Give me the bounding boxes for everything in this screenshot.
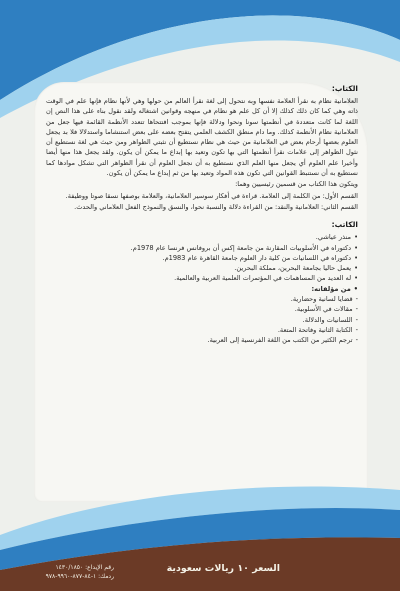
deposit-number: رقم الإيداع: ١٤٣٠/١٨٥٠	[55, 564, 114, 571]
work-item: -قضايا لسانية وحضارية.	[290, 295, 358, 304]
author-bullet: •له العديد من المساهمات في المؤتمرات العلمية العربية والعالمية.	[174, 274, 358, 283]
isbn-block	[10, 563, 114, 581]
author-bullet: •دكتوراه في الأسلوبيات المقارنة من جامعة إكس أن بروفانس فرنسا عام 1978م.	[130, 243, 358, 252]
work-item: -الكتابة الثانية وفاتحة المتعة.	[277, 325, 358, 334]
text-content	[46, 84, 358, 346]
author-section	[46, 220, 358, 345]
book-paragraph: ويتكون هذا الكتاب من قسمين رئيسيين وهما:	[235, 180, 358, 189]
author-bullet: •يعمل حاليا بجامعة البحرين، مملكة البحرين.	[234, 264, 358, 273]
author-bullet: •دكتوراه في اللسانيات من كلية دار العلوم جامعة القاهرة عام 1983م.	[162, 253, 358, 262]
isbn-number: ردمك: ١-٨٤-٨٧٧-٩٩٦٠-٩٧٨	[45, 573, 114, 580]
author-heading: الكاتب:	[331, 220, 358, 230]
works-heading: •من مؤلفاته:	[311, 284, 358, 293]
author-bullet: •منذر عياشي.	[315, 233, 358, 242]
work-item: -اللسانيات والدلالة.	[302, 315, 358, 324]
work-item: -مقالات في الأسلوبية.	[294, 305, 358, 314]
book-heading: الكتاب:	[331, 84, 358, 93]
work-item: -ترجم الكثير من الكتب من اللغة الفرنسية إلى العربية.	[207, 336, 358, 345]
price-label: السعر ١٠ ريالات سعودية	[166, 563, 280, 574]
book-paragraph: العلامانية نظام به نقرأ العلامة نفسها وبه نتحول إلى لغة نقرأ العالم من حولها وهي لأنها نظام فإنها علم في الوقت ذاته وهي كما كان ذلك كذلك إلا أن كل علم هو نظام في منهجه وقوانين اشتغاله ولقد نقول بناء على هذا النص إن اللغة لما كانت متعددة في أنظمتها سونا ونحوا ودلالة فإنها بموجب افتتحاها تتعدد الأنظمة القائمة فيها جعل من العلامانية نظام الأنظمة كذلك. وما دام منطق الكشف العلمي يتفتح بعضه على بعض استنشاما واستدلالا فلا بد يجعل العلوم بعضها أرحام بعض في العلامانية من حيث هي نظام نستطيع أن نثبتي الظواهر ومن حيث هي لغة نستطيع أن نثول الظواهر إلى علامات نقرأ أنظمتها التي بها تكون وتعيد بها إبداع ما يمكن أن يكون. ولقد يجعل هذا منها أيضا وأخيرا علم العلوم أي يجعل منها العلم الذي نستطيع به أن نجعل العلوم أن نقرأ الظواهر التي تشكل موادها كما نستطيع به أن نستنبط القوانين التي تكون هذه المواد وتعيد بها من ثم إبداع ما يمكن أن يكون.	[46, 97, 358, 178]
book-paragraph: القسم الأول: من الكلمة إلى العلامة. قراءة في أفكار سوسير العلامانية، والعلامة بوصفها نسقا صوتا ووظيفة.	[65, 191, 358, 200]
book-paragraph: القسم الثاني: العلامانية والنقد: من القراءة دلالة والنسبة نحوا، والنسق والنموذج الفعل العلاماني والحدث.	[74, 202, 358, 211]
